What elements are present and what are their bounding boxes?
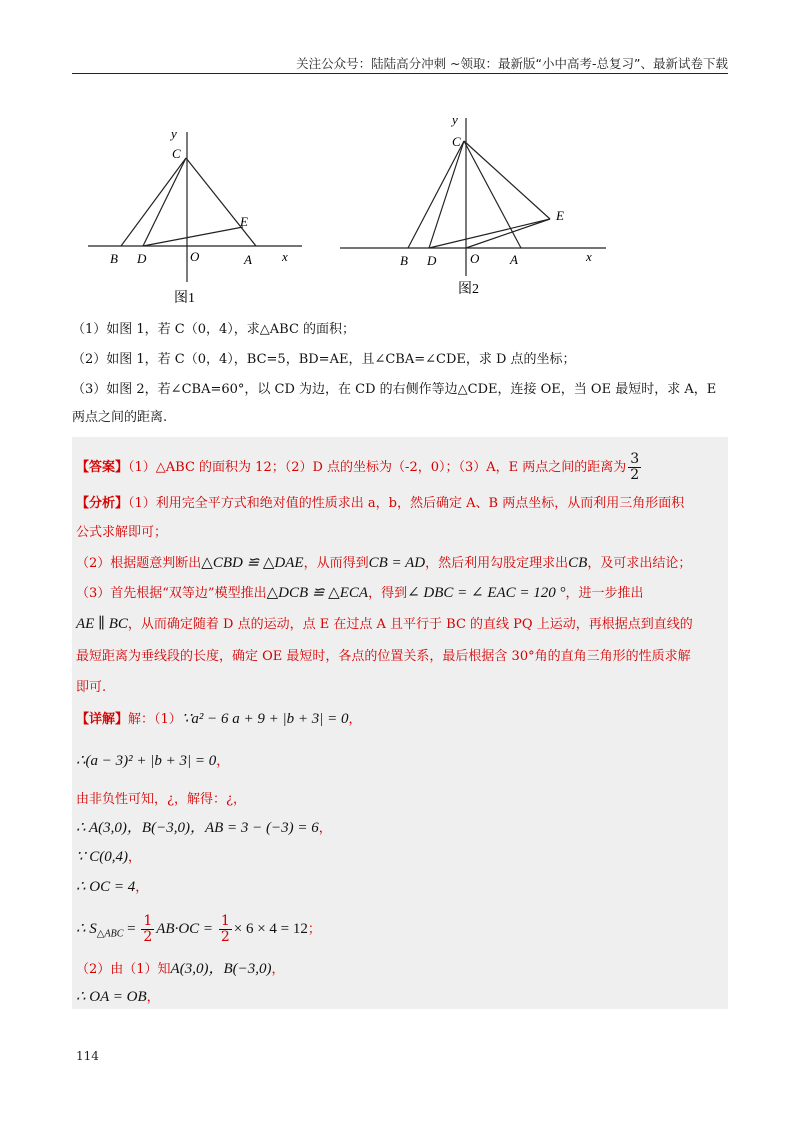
question-1: （1）如图 1，若 C（0，4），求△ABC 的面积； [72,322,356,337]
figure-2-caption: 图2 [458,282,479,297]
analysis-p2-post: ，及可求出结论； [587,556,692,571]
question-3-line-2: 两点之间的距离. [72,410,168,425]
solution-l7-end: × 6 × 4 = 12 [233,921,308,937]
analysis-p4-post: ，从而确定随着 D 点的运动，点 E 在过点 A 且平行于 BC 的直线 PQ 上运动，再根据点到直线的 [127,617,693,632]
solution-l6-post: ， [135,880,149,895]
label-o: O [470,251,480,266]
segment-bc [408,141,464,248]
solution-line-5 [76,847,141,868]
solution-l1-equation: ∵a² − 6 a + 9 + |b + 3| = 0 [181,711,349,727]
analysis-p3-angles: ∠ DBC = ∠ EAC = 120 ° [407,585,566,601]
solution-l7-area: ∴ S [76,921,97,937]
analysis-p2-pre: （2）根据题意判断出 [76,556,202,571]
analysis-p2-mid: ，从而得到 [303,556,369,571]
segment-bc [121,158,186,246]
analysis-p2-cb: CB [568,555,588,571]
solution-line-6 [76,877,148,898]
solution-l7-subscript: △ABC [96,928,124,940]
label-y: y [171,126,177,141]
solution-l8-pre: （2）由（1）知 [76,962,171,977]
solution-l4-post: ， [318,821,332,836]
question-2: （2）如图 1，若 C（0，4），BC=5，BD=AE，且∠CBA=∠CDE，求 D 点的坐标； [72,352,576,367]
solution-l2-equation: ∴(a − 3)² + |b + 3| = 0 [76,753,217,769]
segment-de [429,219,550,248]
solution-l8-points: A(3,0)，B(−3,0) [170,961,272,977]
solution-line-7 [76,914,321,945]
solution-l5-post: ， [128,850,142,865]
solution-tag: 【详解】 [76,712,129,727]
analysis-line-6: 最短距离为垂线段的长度，确定 OE 最短时，各点的位置关系，最后根据含 30°角的直角三角形的性质求解 [76,649,691,664]
analysis-tag: 【分析】 [76,496,129,511]
label-a: A [510,252,518,267]
segment-de [143,227,243,246]
label-b: B [110,251,118,266]
page-header: 关注公众号：陆陆高分冲刺 ~领取：最新版“小中高考-总复习”、最新试卷下载 [296,56,728,71]
segment-cd [143,158,186,246]
label-e: E [556,208,564,223]
analysis-p2-equation: CB = AD [368,555,426,571]
solution-line-9 [76,987,160,1008]
label-d: D [137,251,147,266]
label-x: x [282,249,288,264]
analysis-line-4 [76,583,644,604]
label-c: C [172,146,181,161]
frac-num: 1 [143,913,153,929]
answer-fraction [628,452,641,483]
label-x: x [586,249,592,264]
label-y: y [452,112,458,127]
analysis-p2-congruence: △CBD ≌ △DAE [201,555,304,571]
figure-1-caption: 图1 [174,291,195,306]
analysis-line-2: 公式求解即可； [76,525,168,540]
figure-2 [336,104,616,304]
label-c: C [452,134,461,149]
solution-l4-equation: ∴ A(3,0)，B(−3,0)，AB = 3 − (−3) = 6 [76,820,319,836]
frac-den: 2 [143,929,153,945]
answer-frac-num: 3 [630,451,640,467]
label-b: B [400,253,408,268]
analysis-p3-congruence: △DCB ≌ △ECA [266,585,369,601]
solution-l1-post: ， [348,712,362,727]
solution-line-4 [76,818,332,839]
solution-line-8 [76,959,285,980]
solution-l7-half-2 [219,914,232,945]
analysis-p3-post: ，进一步推出 [565,586,644,601]
answer-line [76,452,643,483]
solution-l7-mid: AB·OC = [156,921,217,937]
label-o: O [190,249,200,264]
solution-l8-post: ， [271,962,285,977]
analysis-line-3 [76,553,691,574]
solution-l7-post: ； [307,922,321,937]
segment-ca [186,158,256,246]
solution-line-1 [76,709,361,730]
answer-tag: 【答案】 [76,460,129,475]
answer-text: （1）△ABC 的面积为 12；（2）D 点的坐标为（-2，0）；（3）A，E 两点之间的距离为 [128,460,627,475]
analysis-p4-parallel: AE ∥ BC [76,616,128,632]
label-a: A [244,252,252,267]
solution-l7-eq: = [123,921,140,937]
analysis-text-1: （1）利用完全平方式和绝对值的性质求出 a，b，然后确定 A、B 两点坐标，从而利用三角形面积 [128,496,685,511]
solution-l6-equation: ∴ OC = 4 [76,879,136,895]
solution-line-2 [76,751,229,772]
page-number: 114 [76,1049,99,1063]
frac-den: 2 [220,929,230,945]
header-divider [72,73,728,74]
analysis-line-1 [76,494,684,514]
segment-cd [429,141,464,248]
question-3-line-1: （3）如图 2，若∠CBA=60°，以 CD 为边，在 CD 的右侧作等边△CDE，连接 OE，当 OE 最短时，求 A，E [72,382,717,397]
label-d: D [427,253,437,268]
solution-l9-equation: ∴ OA = OB [76,989,147,1005]
answer-frac-den: 2 [630,467,640,483]
solution-line-3: 由非负性可知，¿，解得：¿， [76,792,246,807]
solution-l2-post: ， [216,754,230,769]
analysis-p2-mid2: ，然后利用勾股定理求出 [425,556,569,571]
analysis-line-7: 即可. [76,680,107,695]
solution-l1-pre: 解：（1） [128,712,182,727]
frac-num: 1 [220,913,230,929]
label-e: E [240,214,248,229]
solution-l9-post: ， [146,990,160,1005]
analysis-p3-pre: （3）首先根据“双等边”模型推出 [76,586,267,601]
solution-l7-half-1 [141,914,154,945]
segment-ce [464,141,550,219]
analysis-p3-mid: ，得到 [368,586,408,601]
analysis-line-5 [76,614,693,635]
figure-1 [80,112,310,312]
solution-l5-equation: ∵ C(0,4) [76,849,129,865]
